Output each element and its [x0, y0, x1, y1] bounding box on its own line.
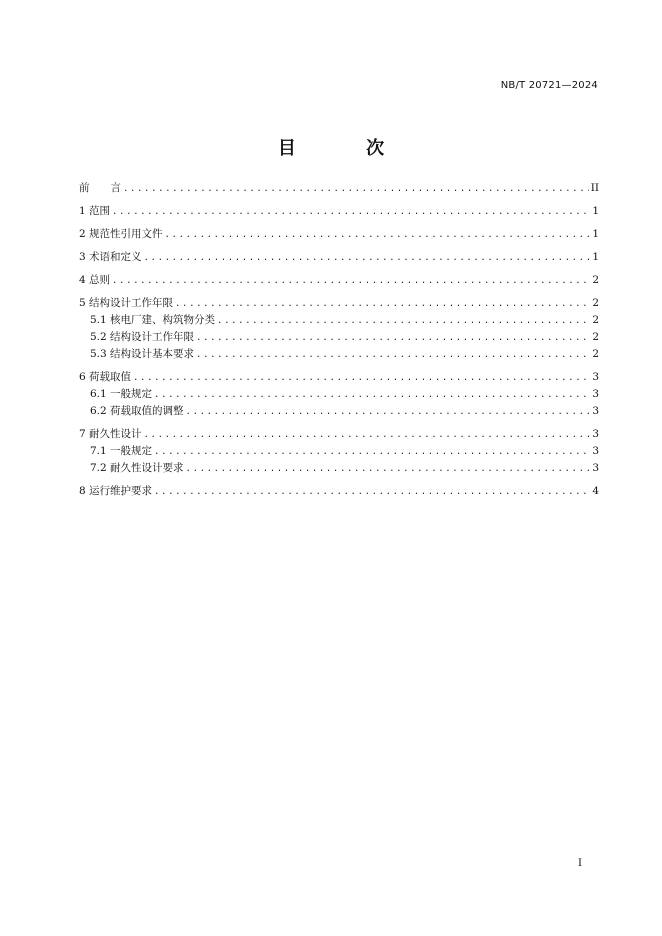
toc-entry-label: 6.2 荷载取值的调整	[90, 405, 184, 417]
toc-entry-page: 3	[592, 388, 599, 400]
toc-entry-normative-references[interactable]	[79, 226, 599, 243]
standard-number: NB/T 20721—2024	[500, 80, 598, 91]
toc-leader-dots	[175, 296, 590, 313]
toc-entry-page: 3	[592, 405, 599, 417]
toc-entry-page: 3	[592, 428, 599, 440]
toc-leader-dots	[154, 484, 590, 501]
toc-entry-page: 2	[592, 348, 599, 360]
toc-leader-dots	[144, 427, 591, 444]
table-of-contents	[79, 180, 599, 500]
toc-entry-operation-maintenance[interactable]	[79, 483, 599, 500]
toc-entry-label: 5.2 结构设计工作年限	[90, 331, 195, 343]
toc-entry-label: 2 规范性引用文件	[79, 228, 163, 240]
toc-entry-label: 1 范围	[79, 205, 111, 217]
toc-entry-label: 7.1 一般规定	[90, 445, 153, 457]
toc-entry-page: 3	[592, 445, 599, 457]
toc-entry-5-2[interactable]	[79, 329, 599, 346]
toc-entry-terms[interactable]	[79, 249, 599, 266]
toc-leader-dots	[186, 404, 591, 421]
toc-entry-label: 5.3 结构设计基本要求	[90, 348, 195, 360]
toc-entry-page: 3	[592, 371, 599, 383]
toc-entry-5-1[interactable]	[79, 312, 599, 329]
toc-entry-durability-design[interactable]	[79, 426, 599, 443]
toc-entry-load-values[interactable]	[79, 369, 599, 386]
toc-entry-page: 3	[592, 462, 599, 474]
toc-entry-page: II	[590, 182, 599, 194]
toc-entry-6-1[interactable]	[79, 386, 599, 403]
toc-entry-design-working-life[interactable]	[79, 295, 599, 312]
toc-leader-dots	[217, 313, 590, 330]
toc-leader-dots	[154, 387, 590, 404]
toc-entry-scope[interactable]	[79, 203, 599, 220]
toc-entry-label: 7 耐久性设计	[79, 428, 142, 440]
toc-entry-foreword[interactable]	[79, 180, 599, 197]
toc-entry-page: 2	[592, 274, 599, 286]
toc-leader-dots	[144, 250, 591, 267]
toc-leader-dots	[154, 444, 590, 461]
toc-entry-6-2[interactable]	[79, 403, 599, 420]
toc-entry-label: 4 总则	[79, 274, 111, 286]
toc-entry-label: 6.1 一般规定	[90, 388, 153, 400]
toc-leader-dots	[112, 204, 590, 221]
toc-leader-dots	[123, 181, 589, 198]
toc-entry-page: 2	[592, 331, 599, 343]
toc-entry-5-3[interactable]	[79, 346, 599, 363]
page-title: 目 次	[277, 138, 417, 159]
page-number: I	[578, 858, 582, 869]
toc-entry-page: 4	[592, 485, 599, 497]
toc-entry-page: 2	[592, 297, 599, 309]
toc-leader-dots	[133, 370, 590, 387]
toc-leader-dots	[165, 227, 591, 244]
toc-leader-dots	[112, 273, 590, 290]
toc-entry-label: 5.1 核电厂建、构筑物分类	[90, 314, 216, 326]
toc-entry-7-1[interactable]	[79, 443, 599, 460]
toc-entry-page: 1	[592, 251, 599, 263]
toc-entry-general[interactable]	[79, 272, 599, 289]
toc-entry-label: 3 术语和定义	[79, 251, 142, 263]
toc-entry-label: 5 结构设计工作年限	[79, 297, 174, 309]
toc-entry-label: 6 荷载取值	[79, 371, 132, 383]
toc-leader-dots	[196, 330, 590, 347]
toc-leader-dots	[196, 347, 590, 364]
toc-entry-label: 前 言	[79, 182, 121, 194]
toc-entry-7-2[interactable]	[79, 460, 599, 477]
toc-entry-page: 2	[592, 314, 599, 326]
toc-leader-dots	[186, 461, 591, 478]
toc-entry-label: 7.2 耐久性设计要求	[90, 462, 184, 474]
toc-entry-label: 8 运行维护要求	[79, 485, 153, 497]
toc-entry-page: 1	[592, 205, 599, 217]
toc-entry-page: 1	[592, 228, 599, 240]
